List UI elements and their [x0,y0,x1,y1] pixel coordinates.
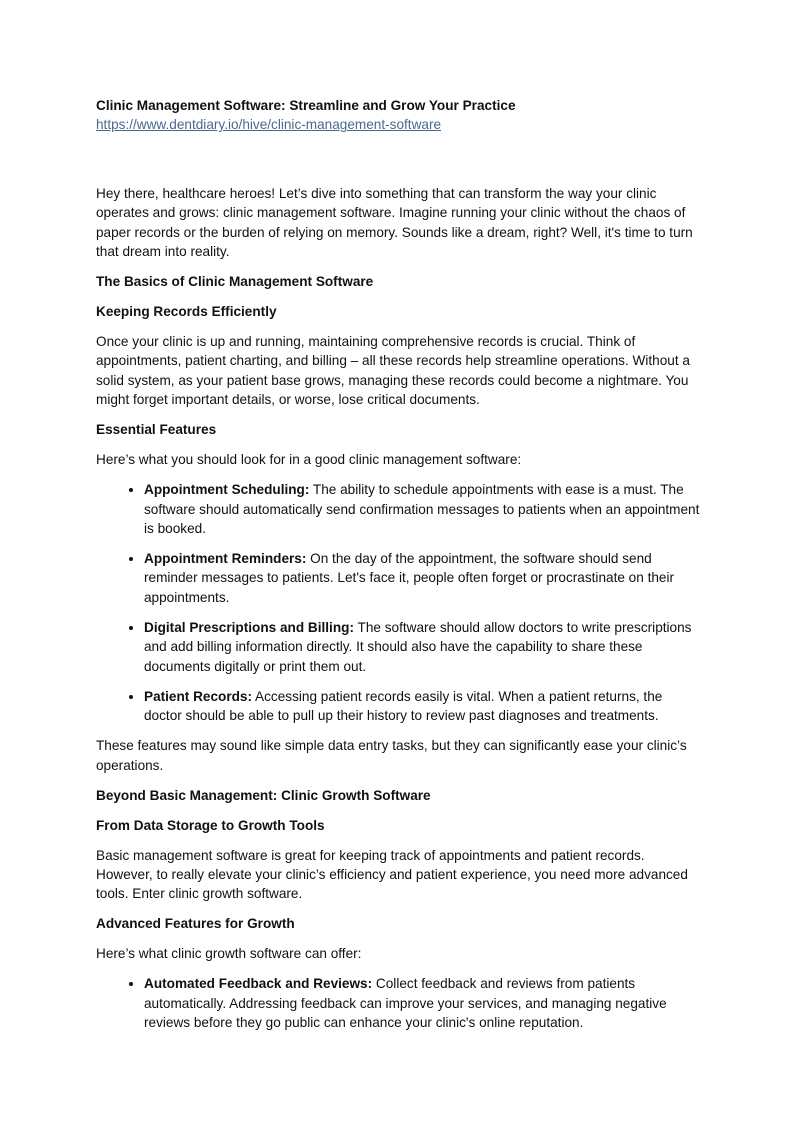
list-item-text: The ability to schedule appointments with ease is a must. The software should automatically send confirmation messages to patients when an appointment is booked. [144,482,700,537]
list-item-text: The software should allow doctors to write prescriptions and add billing information directly. It should also have the capability to share these documents digitally or print them out. [144,619,692,674]
list-item-label: Automated Feedback and Reviews: [144,976,373,992]
list-item-label: Digital Prescriptions and Billing: [144,619,354,635]
source-link[interactable]: https://www.dentdiary.io/hive/clinic-management-software [96,117,442,133]
list-item-label: Patient Records: [144,688,253,704]
section-heading-basics: The Basics of Clinic Management Software [96,274,374,290]
subheading-advanced-features: Advanced Features for Growth [96,916,295,932]
subheading-essential-features: Essential Features [96,422,217,438]
document-title: Clinic Management Software: Streamline and Grow Your Practice [96,98,516,113]
list-item [144,974,702,1032]
document-body [96,96,702,1043]
features-intro-paragraph: Here’s what you should look for in a good clinic management software: [96,452,522,468]
section-heading-growth: Beyond Basic Management: Clinic Growth Software [96,787,431,803]
records-paragraph: Once your clinic is up and running, maintaining comprehensive records is crucial. Think of appointments, patient charting, and billing – all these records help streamline operations. Without a solid system, as your patient base grows, managing these records could become a nightmare. You might forget important details, or worse, lose critical documents. [96,334,690,408]
subheading-records: Keeping Records Efficiently [96,304,277,320]
list-item [144,687,702,726]
list-item [144,618,702,676]
features-summary-paragraph: These features may sound like simple data entry tasks, but they can significantly ease your clinic’s operations. [96,738,687,773]
growth-features-list [96,974,702,1032]
intro-paragraph: Hey there, healthcare heroes! Let’s dive into something that can transform the way your clinic operates and grows: clinic management software. Imagine running your clinic without the chaos of paper records or the burden of relying on memory. Sounds like a dream, right? Well, it's time to turn that dream into reality. [96,185,693,260]
list-item-text: Accessing patient records easily is vital. When a patient returns, the doctor should be able to pull up their history to review past diagnoses and treatments. [144,688,663,724]
list-item [144,480,702,538]
subheading-growth-tools: From Data Storage to Growth Tools [96,817,325,833]
essential-features-list [96,480,702,725]
growth-intro-paragraph: Here’s what clinic growth software can offer: [96,946,362,962]
list-item-label: Appointment Reminders: [144,551,307,567]
list-item-text: Collect feedback and reviews from patients automatically. Addressing feedback can improve your services, and managing negative reviews before they go public can enhance your clinic's online reputation. [144,976,667,1031]
growth-tools-paragraph: Basic management software is great for keeping track of appointments and patient records. However, to really elevate your clinic’s efficiency and patient experience, you need more advanced tools. Enter clinic growth software. [96,847,688,902]
list-item [144,549,702,607]
list-item-label: Appointment Scheduling: [144,482,310,498]
list-item-text: On the day of the appointment, the software should send reminder messages to patients. Let's face it, people often forget or procrastinate on their appointments. [144,551,675,605]
